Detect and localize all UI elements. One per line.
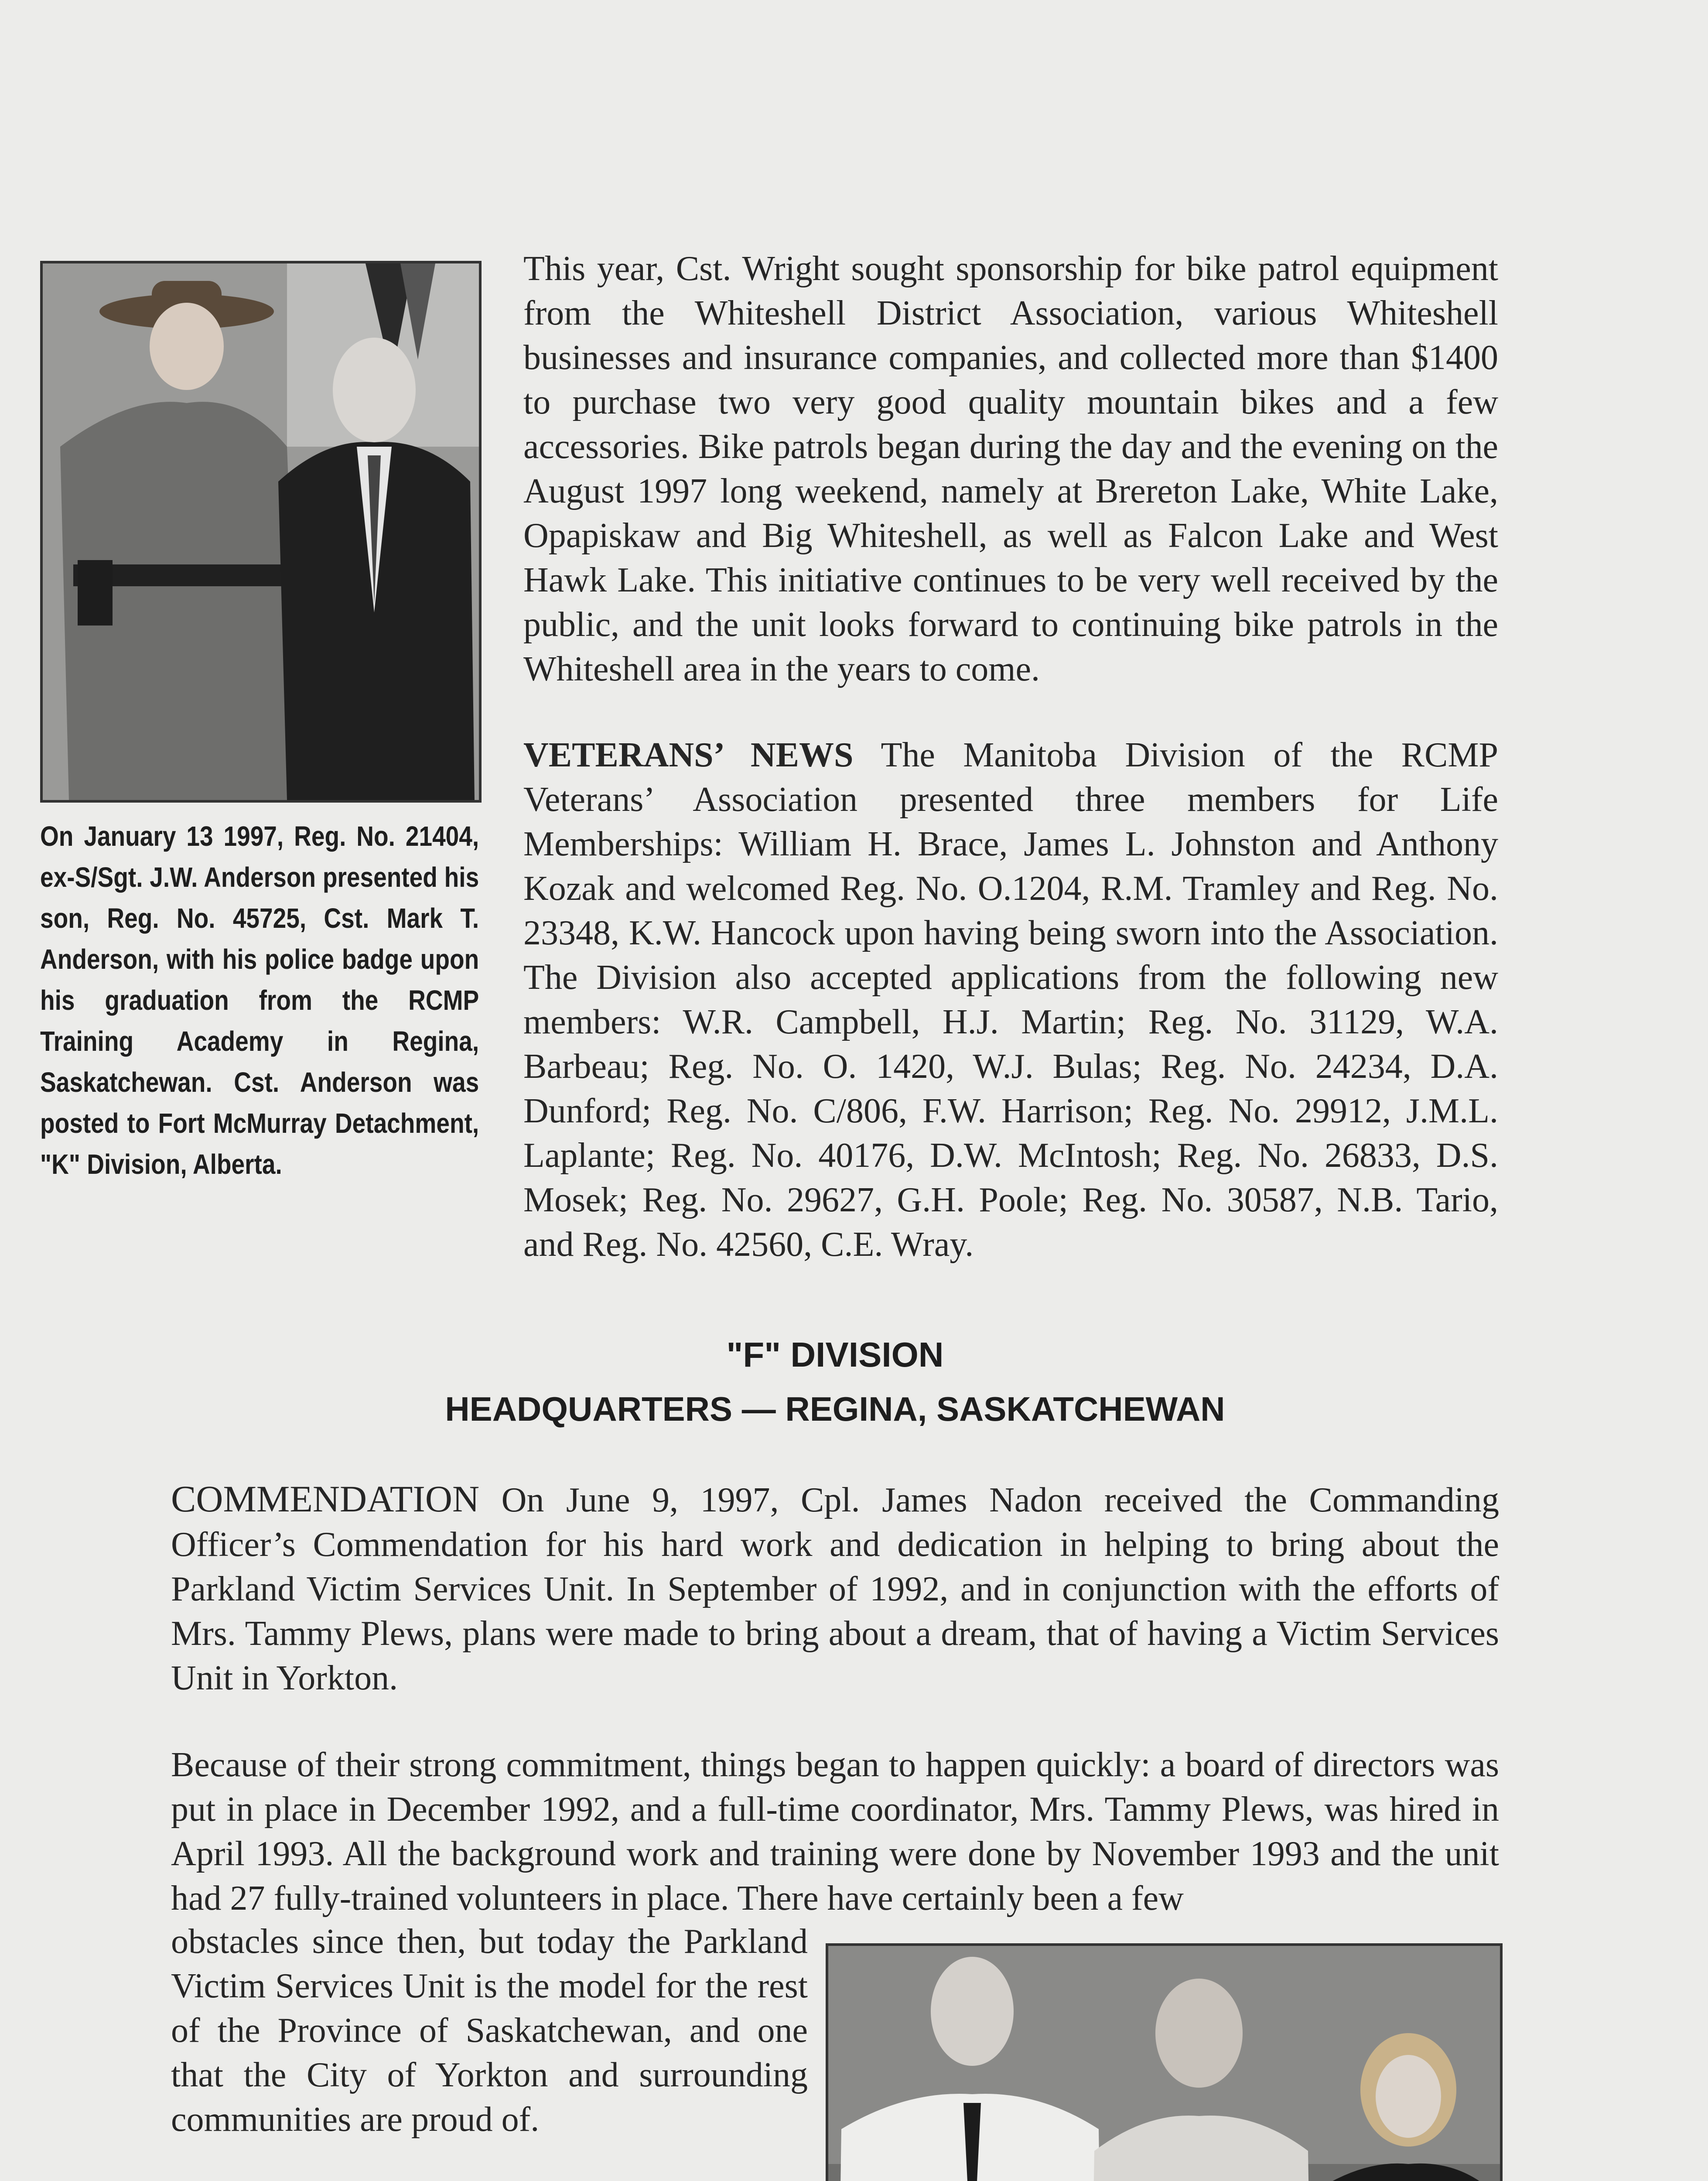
- obstacles-paragraph: obstacles since then, but today the Parkland Victim Services Unit is the model for the rest of the Province of Saskatchewan, and one that the City of Yorkton and surrounding communities are proud of.: [171, 1922, 808, 2139]
- veterans-news-text: The Manitoba Division of the RCMP Veterans’ Association presented three members for Life Memberships: William H. Brace, James L. Johnston and Anthony Kozak and welcomed Reg. No. O.1204, R.M. Tramley and Reg. No. 23348, K.W. Hancock upon having being sworn into the Association. The Division also accepted applications from the following new members: W.R. Campbell, H.J. Martin; Reg. No. 31129, W.A. Barbeau; Reg. No. O. 1420, W.J. Bulas; Reg. No. 24234, D.A. Dunford; Reg. No. C/806, F.W. Harrison; Reg. No. 29912, J.M.L. Laplante; Reg. No. 40176, D.W. McIntosh; Reg. No. 26833, D.S. Mosek; Reg. No. 29627, G.H. Poole; Reg. No. 30587, N.B. Tario, and Reg. No. 42560, C.E. Wray.: [523, 736, 1498, 1264]
- photo-anderson-image: [43, 263, 479, 800]
- commendation-paragraph: [171, 1477, 1499, 1700]
- section-division-heading: "F" DIVISION: [726, 1335, 944, 1374]
- photo-commendation-presentation: [826, 1943, 1503, 2181]
- bike-patrol-paragraph: This year, Cst. Wright sought sponsorship for bike patrol equipment from the Whiteshell District Association, various Whiteshell businesses and insurance companies, and collected more than $1400 to purchase two very good quality mountain bikes and a few accessories. Bike patrols began during the day and the evening on the August 1997 long weekend, namely at Brereton Lake, White Lake, Opapiskaw and Big Whiteshell, as well as Falcon Lake and West Hawk Lake. This initiative continues to be very well received by the public, and the unit looks forward to continuing bike patrols in the Whiteshell area in the years to come.: [523, 250, 1498, 688]
- section-headquarters-heading: HEADQUARTERS — REGINA, SASKATCHEWAN: [445, 1390, 1225, 1428]
- photo-commendation-image: [828, 1946, 1500, 2181]
- veterans-news-paragraph: [523, 733, 1498, 1267]
- photo-anderson-graduation: [40, 261, 482, 803]
- veterans-news-lead: VETERANS’ NEWS: [523, 736, 854, 774]
- commendation-text: On June 9, 1997, Cpl. James Nadon received the Commanding Officer’s Commendation for his hard work and dedication in helping to bring about the Parkland Victim Services Unit. In September of 1992, and in conjunction with the efforts of Mrs. Tammy Plews, plans were made to bring about a dream, that of having a Victim Services Unit in Yorkton.: [171, 1481, 1499, 1697]
- commitment-paragraph: Because of their strong commitment, things began to happen quickly: a board of directors was put in place in December 1992, and a full-time coordinator, Mrs. Tammy Plews, was hired in April 1993. All the background work and training were done by November 1993 and the unit had 27 fully-trained volunteers in place. There have certainly been a few: [171, 1746, 1499, 1918]
- photo-anderson-caption: On January 13 1997, Reg. No. 21404, ex-S/Sgt. J.W. Anderson presented his son, Reg. No. 45725, Cst. Mark T. Anderson, with his police badge upon his graduation from the RCMP Training Academy in Regina, Saskatchewan. Cst. Anderson was posted to Fort McMurray Detachment, "K" Division, Alberta.: [40, 820, 479, 1180]
- commendation-lead: COMMENDATION: [171, 1478, 480, 1520]
